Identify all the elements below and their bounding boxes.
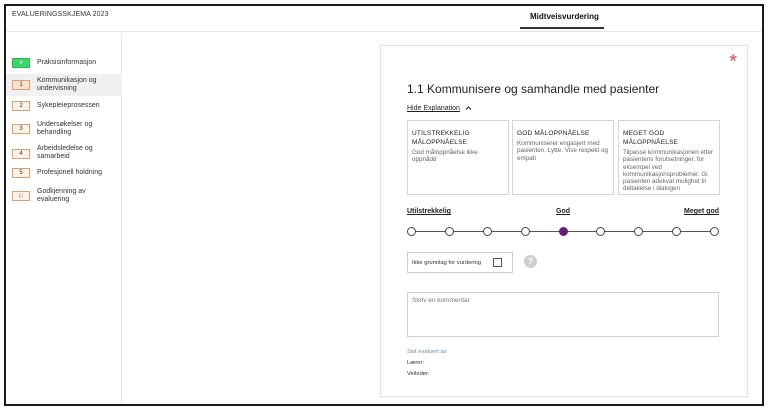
slider-step[interactable]: [710, 227, 719, 236]
sidebar-item-godkjenning[interactable]: [6, 185, 122, 209]
slider-step[interactable]: [483, 227, 492, 236]
explanation-heading: UTILSTREKKELIG MÅLOPPNÅELSE: [412, 130, 470, 146]
sidebar-item-label: Undersøkelser og behandling: [37, 121, 93, 136]
not-assessable-checkbox[interactable]: [493, 258, 502, 267]
comment-input[interactable]: [407, 292, 719, 337]
explanation-meget-god: [618, 120, 720, 195]
sidebar-item-praksisinformasjon[interactable]: [6, 52, 122, 74]
slider-step[interactable]: [445, 227, 454, 236]
rating-slider[interactable]: [407, 224, 719, 238]
sidebar-badge-complete: »: [12, 58, 30, 68]
sidebar-badge: 4: [12, 149, 30, 159]
explanation-utilstrekkelig: [407, 120, 509, 195]
chevron-up-icon[interactable]: [465, 104, 472, 113]
slider-step[interactable]: [407, 227, 416, 236]
teacher-label: Lærer:: [407, 360, 425, 366]
slider-step[interactable]: [559, 227, 568, 236]
header: [6, 6, 762, 32]
sidebar-item-arbeidsledelse[interactable]: [6, 141, 122, 167]
sidebar-item-label: Kommunikasjon og undervisning: [37, 77, 97, 92]
explanation-text: Kommuniserer engasjert med pasienten. Lytte. Vise respekt og empati: [517, 140, 609, 162]
tab-midtveisvurdering[interactable]: Midtveisvurdering: [530, 12, 599, 21]
criterion-title: 1.1 Kommunisere og samhandle med pasienter: [407, 82, 660, 96]
criterion-card: [380, 45, 748, 397]
explanation-heading: MEGET GOD MÅLOPPNÅELSE: [623, 130, 679, 146]
explanation-heading: GOD MÅLOPPNÅELSE: [517, 130, 590, 137]
slider-step[interactable]: [521, 227, 530, 236]
help-icon[interactable]: ?: [524, 255, 537, 268]
scale-label-low: Utilstrekkelig: [407, 208, 451, 215]
required-asterisk-icon: *: [729, 51, 737, 73]
hide-explanation-toggle[interactable]: Hide Explanation: [407, 105, 460, 112]
scale-label-high: Meget god: [684, 208, 719, 215]
slider-step[interactable]: [672, 227, 681, 236]
sidebar-badge: 1: [12, 80, 30, 90]
active-tab-indicator: [520, 27, 604, 29]
flag-icon: ⚐: [12, 191, 30, 201]
sidebar-item-label: Arbeidsledelse og samarbeid: [37, 145, 93, 160]
supervisor-label: Veileder:: [407, 371, 430, 377]
sidebar-badge: 5: [12, 168, 30, 178]
sidebar-badge: 2: [12, 101, 30, 111]
sidebar-item-sykepleieprosessen[interactable]: [6, 96, 122, 116]
sidebar-badge: 3: [12, 124, 30, 134]
sidebar-item-label: Sykepleieprosessen: [37, 102, 100, 109]
sidebar-item-kommunikasjon[interactable]: [6, 74, 122, 96]
sidebar-item-profesjonell-holdning[interactable]: [6, 165, 122, 185]
app-window: [4, 4, 764, 406]
sidebar-item-undersokelser[interactable]: [6, 117, 122, 141]
slider-step[interactable]: [634, 227, 643, 236]
app-title: EVALUERINGSSKJEMA 2023: [12, 11, 109, 18]
sidebar: [6, 33, 122, 406]
explanation-god: [512, 120, 614, 195]
explanation-text: God måloppnåelse ikke oppnådd: [412, 149, 478, 164]
not-assessable-option[interactable]: [407, 252, 513, 273]
sidebar-item-label: Profesjonell holdning: [37, 169, 102, 176]
last-evaluated-label: Sist evaluert av: [407, 349, 447, 355]
sidebar-item-label: Praksisinformasjon: [37, 59, 97, 66]
slider-step[interactable]: [596, 227, 605, 236]
explanation-text: Tilpasse kommunikasjonen etter pasientens forutsetninger, for eksempel ved kommunikasjonsproblemer. Gi pasienten adekvat mulighet til deltakelse i dialogen: [623, 149, 714, 193]
not-assessable-label: Ikke grunnlag for vurdering: [412, 260, 481, 266]
scale-label-mid: God: [556, 208, 570, 215]
sidebar-item-label: Godkjenning av evaluering: [37, 188, 86, 203]
